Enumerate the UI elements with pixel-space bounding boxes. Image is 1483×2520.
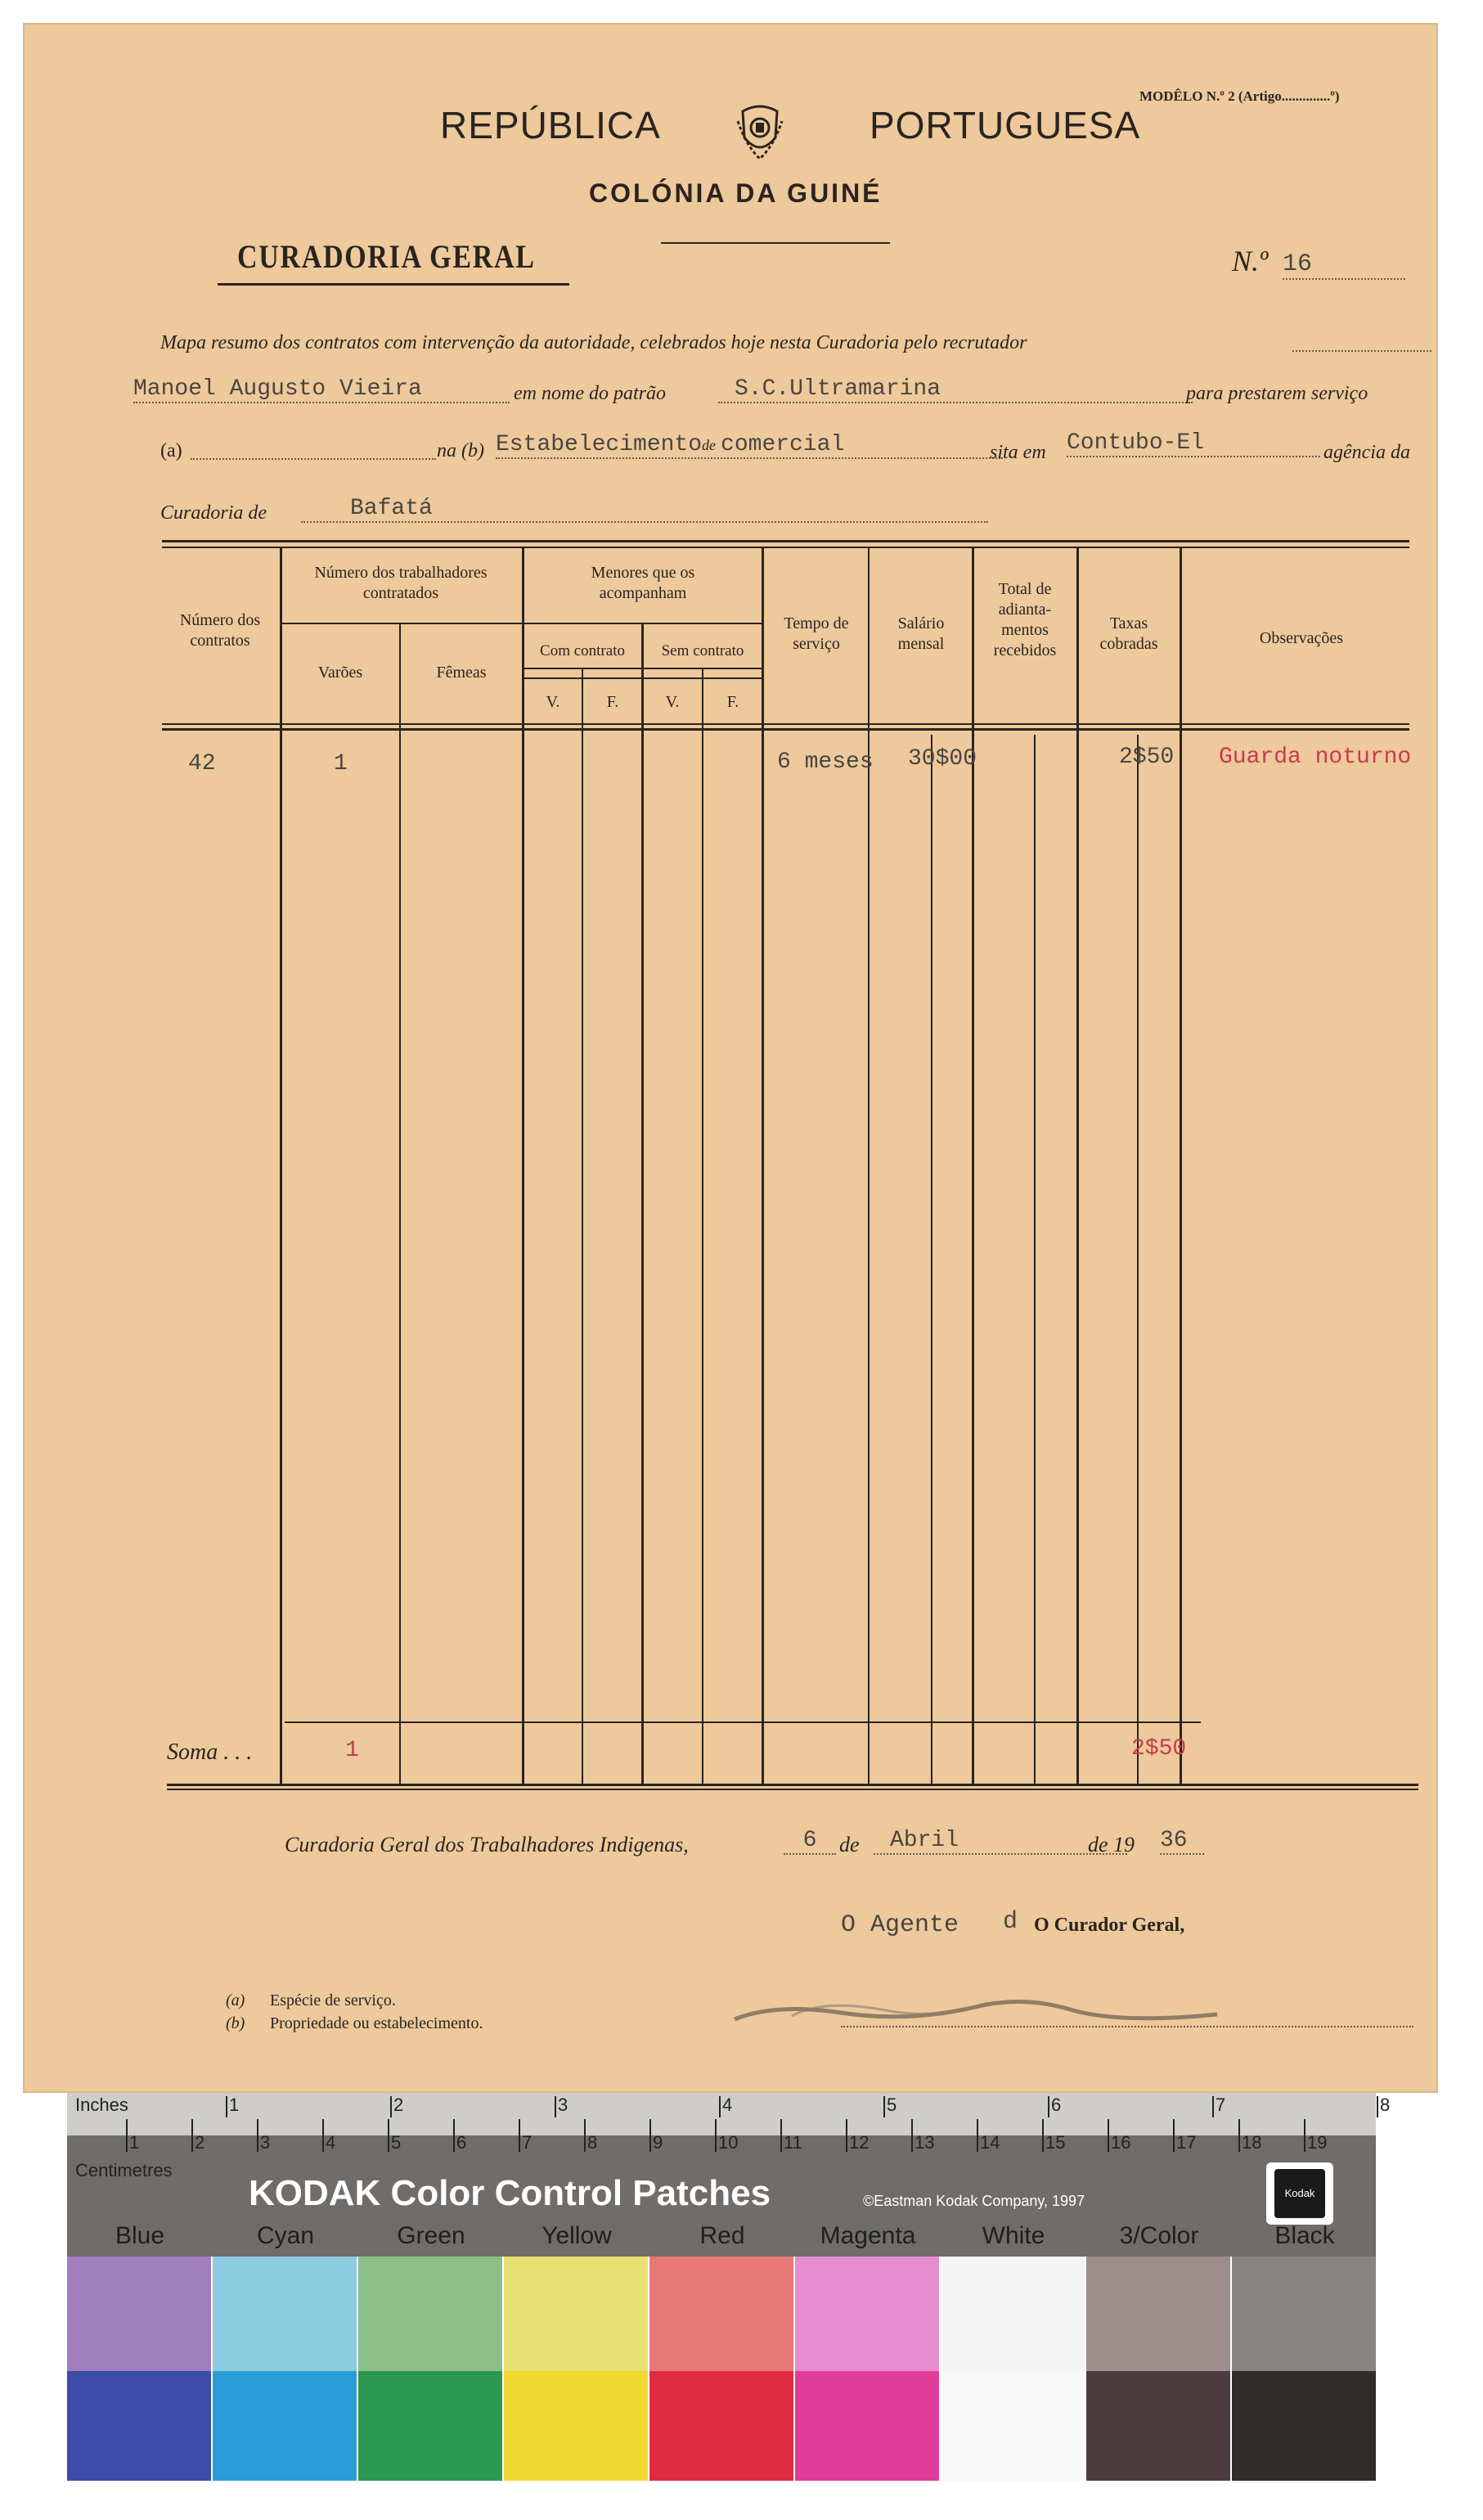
inch-tick-mark — [719, 2096, 721, 2117]
table-top-rule — [162, 540, 1409, 542]
cell-taxas: 2$50 — [1119, 745, 1175, 770]
kodak-title: KODAK Color Control Patches — [249, 2173, 771, 2213]
color-patch-top — [795, 2257, 939, 2371]
inch-tick-label: 8 — [1380, 2095, 1391, 2115]
cm-tick-label: 9 — [653, 2132, 663, 2153]
cm-tick-label: 5 — [391, 2132, 402, 2153]
soma-rule-2 — [167, 1789, 1418, 1790]
inch-tick-mark — [390, 2096, 392, 2117]
patch-label: Green — [397, 2222, 465, 2249]
color-patch-top — [504, 2257, 648, 2371]
cm-tick-mark — [322, 2119, 324, 2152]
cm-tick-mark — [519, 2119, 520, 2152]
table-top-rule-2 — [162, 547, 1409, 548]
cm-tick-mark — [1108, 2119, 1109, 2152]
portuguesa-title: PORTUGUESA — [870, 104, 1141, 146]
color-patch-top — [649, 2257, 793, 2371]
bafata-value: Bafatá — [301, 496, 988, 523]
inches-label: Inches — [75, 2095, 128, 2115]
document-sheet — [23, 23, 1438, 2093]
header-observacoes: Observações — [1259, 629, 1344, 647]
col-line — [1076, 548, 1079, 1785]
cm-tick-mark — [1173, 2119, 1175, 2152]
inch-tick-label: 7 — [1216, 2095, 1226, 2115]
ornament-line — [661, 242, 890, 244]
footer-de1: de — [839, 1833, 860, 1856]
patch-label: White — [982, 2222, 1045, 2249]
soma-label: Soma . . . — [167, 1739, 253, 1765]
a-dots — [191, 458, 436, 460]
col-line — [399, 624, 401, 1786]
cm-tick-label: 2 — [195, 2132, 205, 2153]
republica-title: REPÚBLICA — [440, 104, 661, 146]
patch-label: Blue — [115, 2222, 165, 2249]
cm-tick-label: 8 — [587, 2132, 598, 2153]
header-v1: V. — [546, 693, 560, 711]
inch-tick-mark — [226, 2096, 227, 2117]
patch-label: 3/Color — [1119, 2222, 1199, 2249]
cm-tick-mark — [191, 2119, 193, 2152]
color-patch-top — [213, 2257, 357, 2371]
ruler-strip — [67, 2093, 1376, 2135]
soma-rule — [167, 1784, 1418, 1786]
soma-taxas: 2$50 — [1131, 1736, 1187, 1762]
header-tempo: Tempo de serviço — [784, 614, 849, 653]
cm-tick-label: 12 — [849, 2132, 870, 2153]
cm-tick-mark — [977, 2119, 978, 2152]
color-patch-top — [941, 2257, 1085, 2371]
agencia-label: agência da — [1323, 442, 1410, 463]
col-line — [868, 548, 870, 1785]
cm-tick-label: 3 — [260, 2132, 271, 2153]
soma-varoes: 1 — [345, 1738, 359, 1763]
col-line — [762, 548, 764, 1785]
cell-salario: 30$00 — [908, 746, 977, 772]
numero-label: N.º — [1232, 245, 1269, 277]
col-line — [641, 624, 644, 1786]
header-f2: F. — [726, 693, 739, 711]
footer-curadoria: Curadoria Geral dos Trabalhadores Indigenas, — [285, 1833, 689, 1856]
cm-tick-label: 6 — [456, 2132, 467, 2153]
header-numero: Número dos contratos — [179, 611, 261, 650]
color-patch-top — [67, 2257, 211, 2371]
col-line — [1034, 735, 1036, 1786]
de-small: de — [702, 437, 717, 453]
footer-day: 6 — [784, 1828, 836, 1855]
header-femeas: Fêmeas — [436, 664, 487, 682]
cm-tick-mark — [911, 2119, 913, 2152]
sita-em-label: sita em — [990, 442, 1046, 463]
agente-label: O Agente — [841, 1911, 959, 1939]
header-trabalhadores: Número dos trabalhadores contratados — [314, 564, 488, 602]
centimetres-label: Centimetres — [75, 2160, 173, 2180]
a-label: (a) — [160, 440, 182, 461]
recruiter-name: Manoel Augusto Vieira — [133, 376, 510, 403]
numero-value: 16 — [1283, 250, 1405, 280]
na-b-label: na (b) — [437, 440, 484, 461]
cm-tick-label: 19 — [1307, 2132, 1328, 2153]
header-salario: Salário mensal — [897, 614, 945, 653]
color-patch-bottom — [941, 2371, 1085, 2481]
header-divider — [522, 668, 764, 669]
kodak-logo-icon — [1266, 2162, 1333, 2225]
inch-tick-mark — [883, 2096, 885, 2117]
colonia-title: COLÓNIA DA GUINÉ — [589, 178, 883, 208]
para-prestarem-label: para prestarem serviço — [1186, 383, 1368, 404]
cm-tick-label: 1 — [129, 2132, 140, 2153]
patch-label: Black — [1274, 2222, 1335, 2249]
cell-varoes: 1 — [334, 751, 348, 776]
recruiter-dots — [1292, 350, 1431, 352]
inch-tick-label: 5 — [887, 2095, 897, 2115]
cm-tick-mark — [649, 2119, 651, 2152]
note-a-key: (a) — [226, 1991, 245, 2009]
color-patch-bottom — [1232, 2371, 1376, 2481]
inch-tick-mark — [1377, 2096, 1378, 2117]
note-b: Propriedade ou estabelecimento. — [270, 2014, 483, 2032]
footer-year: 36 — [1160, 1828, 1204, 1855]
header-varoes: Varões — [317, 664, 363, 682]
color-patch-top — [1086, 2257, 1230, 2371]
sum-line — [285, 1721, 1201, 1723]
header-v2: V. — [665, 693, 680, 711]
signature-dots — [841, 2026, 1413, 2027]
col-line — [702, 669, 703, 1786]
cm-tick-mark — [1238, 2119, 1240, 2152]
estabelecimento-text: Estabelecimento — [496, 432, 703, 457]
coat-of-arms-icon — [735, 105, 785, 162]
cm-tick-label: 10 — [718, 2132, 739, 2153]
cm-tick-label: 16 — [1111, 2132, 1131, 2153]
color-patch-bottom — [649, 2371, 793, 2481]
patch-label: Red — [699, 2222, 745, 2249]
col-line — [1180, 548, 1182, 1785]
footer-month: Abril — [874, 1828, 1127, 1855]
footer-de2: de 19 — [1088, 1833, 1135, 1856]
cm-tick-label: 11 — [784, 2132, 802, 2153]
inch-tick-mark — [555, 2096, 556, 2117]
header-f1: F. — [606, 693, 619, 711]
cell-tempo: 6 meses — [777, 749, 874, 775]
color-patch-bottom — [795, 2371, 939, 2481]
inch-tick-label: 1 — [229, 2095, 240, 2115]
cm-tick-label: 14 — [980, 2132, 1000, 2153]
modelo-label: MODÊLO N.º 2 (Artigo..............º) — [1139, 88, 1340, 104]
cm-tick-mark — [388, 2119, 389, 2152]
patch-label: Yellow — [542, 2222, 612, 2249]
color-patch-bottom — [358, 2371, 502, 2481]
color-patch-bottom — [213, 2371, 357, 2481]
cm-tick-label: 17 — [1176, 2132, 1197, 2153]
cm-tick-mark — [257, 2119, 258, 2152]
header-divider — [522, 677, 764, 679]
cm-tick-mark — [584, 2119, 586, 2152]
color-patch-bottom — [504, 2371, 648, 2481]
header-bottom-rule — [162, 723, 1409, 725]
comercial-text: comercial — [721, 432, 845, 457]
kodak-logo-text: Kodak — [1274, 2169, 1325, 2218]
patch-label: Cyan — [256, 2222, 315, 2249]
cm-tick-mark — [780, 2119, 782, 2152]
inch-tick-label: 4 — [722, 2095, 733, 2115]
col-line — [522, 548, 524, 1785]
cell-observacoes: Guarda noturno — [1219, 745, 1412, 770]
agente-d: d — [1003, 1908, 1018, 1936]
cm-tick-label: 15 — [1045, 2132, 1066, 2153]
curadoria-geral-title: CURADORIA GERAL — [237, 238, 536, 275]
cm-tick-mark — [1304, 2119, 1305, 2152]
inch-tick-label: 2 — [393, 2095, 404, 2115]
estabelecimento-value — [496, 432, 1003, 459]
cm-tick-label: 4 — [326, 2132, 336, 2153]
header-com-contrato: Com contrato — [540, 642, 625, 659]
color-patch-bottom — [1086, 2371, 1230, 2481]
header-bottom-rule-2 — [162, 728, 1409, 731]
header-menores: Menores que os acompanham — [591, 564, 695, 602]
color-patch-bottom — [67, 2371, 211, 2481]
header-total: Total de adianta- mentos recebidos — [993, 580, 1057, 659]
cm-tick-mark — [1042, 2119, 1044, 2152]
col-line — [582, 669, 583, 1786]
header-taxas: Taxas cobradas — [1099, 614, 1158, 653]
color-patch-top — [358, 2257, 502, 2371]
cm-tick-mark — [453, 2119, 455, 2152]
cm-tick-mark — [715, 2119, 717, 2152]
inch-tick-label: 3 — [558, 2095, 568, 2115]
inch-tick-mark — [1048, 2096, 1049, 2117]
header-sem-contrato: Sem contrato — [661, 642, 744, 659]
note-b-key: (b) — [226, 2014, 245, 2032]
em-nome-label: em nome do patrão — [514, 383, 666, 404]
cm-tick-mark — [846, 2119, 847, 2152]
cm-tick-mark — [126, 2119, 128, 2152]
cell-numero: 42 — [188, 751, 216, 776]
col-line — [1137, 735, 1139, 1786]
local-value: Contubo-El — [1067, 430, 1320, 457]
intro-line: Mapa resumo dos contratos com intervenção da autoridade, celebrados hoje nesta Curadoria pelo recrutador — [160, 332, 1027, 353]
header-divider — [280, 623, 764, 624]
title-underline — [218, 283, 569, 286]
color-patch-top — [1232, 2257, 1376, 2371]
note-a: Espécie de serviço. — [270, 1991, 396, 2009]
kodak-copyright: ©Eastman Kodak Company, 1997 — [863, 2193, 1085, 2209]
curadoria-de-label: Curadoria de — [160, 502, 267, 524]
cm-tick-label: 18 — [1242, 2132, 1262, 2153]
cm-tick-label: 7 — [522, 2132, 533, 2153]
patrao-value: S.C.Ultramarina — [718, 376, 1193, 403]
inch-tick-label: 6 — [1051, 2095, 1062, 2115]
cm-tick-label: 13 — [915, 2132, 935, 2153]
curador-label: O Curador Geral, — [1034, 1915, 1185, 1936]
col-line — [972, 548, 974, 1785]
col-line — [931, 735, 932, 1786]
col-line — [280, 548, 282, 1785]
inch-tick-mark — [1212, 2096, 1214, 2117]
patch-label: Magenta — [820, 2222, 916, 2249]
